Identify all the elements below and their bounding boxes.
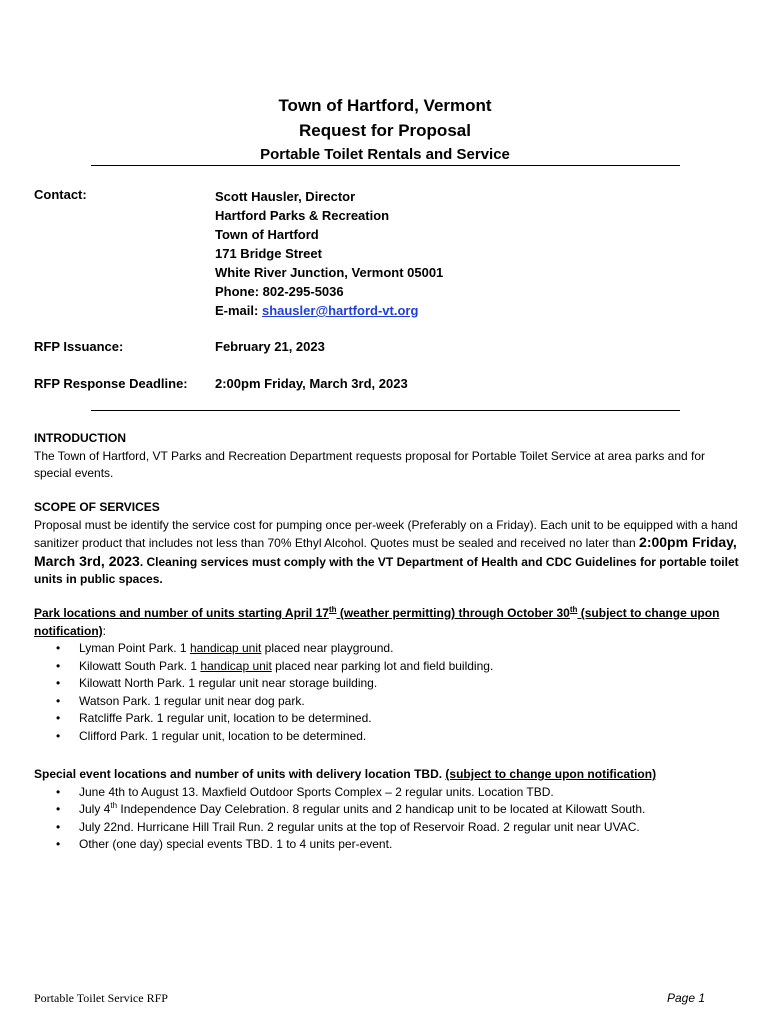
bullet-icon: •: [56, 711, 61, 725]
list-item: • Kilowatt North Park. 1 regular unit near storage building.: [34, 675, 739, 693]
bullet-icon: •: [56, 819, 61, 834]
scope-deadline: 2:00pm Friday, March 3rd, 2023: [34, 534, 737, 569]
bullet-icon: •: [56, 802, 61, 816]
bullet-icon: •: [56, 728, 61, 743]
scope-text: [34, 517, 739, 589]
issuance-label: RFP Issuance:: [34, 339, 124, 354]
contact-label: Contact:: [34, 187, 87, 202]
scope-section: [34, 499, 739, 589]
contact-name: Scott Hausler, Director: [215, 189, 356, 204]
contact-block: [215, 187, 443, 320]
bullet-icon: •: [56, 658, 61, 673]
contact-street: 171 Bridge Street: [215, 246, 322, 261]
contact-email-link[interactable]: shausler@hartford-vt.org: [261, 303, 419, 318]
list-item: • July 4th Independence Day Celebration. 8 regular units and 2 handicap unit to be located at Kilowatt South.: [34, 801, 739, 819]
bullet-icon: •: [56, 641, 61, 655]
document-title: Town of Hartford, Vermont: [278, 96, 492, 115]
bottom-divider: [91, 410, 680, 411]
parks-section: [34, 605, 739, 745]
parks-heading-b: (weather permitting) through October 30: [336, 606, 570, 620]
contact-dept: Hartford Parks & Recreation: [215, 208, 390, 223]
top-divider: [91, 165, 680, 166]
events-heading: Special event locations and number of units with delivery location TBD. (subject to change upon notification): [34, 767, 657, 781]
document-topic: Portable Toilet Rentals and Service: [260, 146, 510, 163]
list-item: • Lyman Point Park. 1 handicap unit placed near playground.: [34, 640, 739, 658]
contact-email-row: [215, 301, 443, 320]
footer-title: Portable Toilet Service RFP: [34, 991, 168, 1005]
list-item: • Clifford Park. 1 regular unit, location to be determined.: [34, 728, 739, 746]
events-section: [34, 766, 739, 854]
intro-text: The Town of Hartford, VT Parks and Recreation Department requests proposal for Portable Toilet Service at area parks and for special events.: [34, 448, 706, 480]
document-subtitle: Request for Proposal: [299, 121, 471, 140]
bullet-icon: •: [56, 693, 61, 708]
scope-text-1: Proposal must be identify the service cost for pumping once per-week (Preferably on a Friday). Each unit to be equipped with a hand sanitizer product that includes not less than 70% Ethyl Alcohol. Quotes must be sealed and received no later than: [34, 517, 738, 550]
intro-section: [34, 430, 739, 483]
list-item: • Ratcliffe Park. 1 regular unit, location to be determined.: [34, 710, 739, 728]
parks-heading-c: (subject to change upon notification): [34, 606, 720, 638]
contact-city: White River Junction, Vermont 05001: [215, 265, 444, 280]
contact-phone: Phone: 802-295-5036: [215, 284, 344, 299]
list-item: • Other (one day) special events TBD. 1 to 4 units per-event.: [34, 836, 739, 854]
parks-heading-a: Park locations and number of units starting April 17: [34, 606, 329, 620]
scope-text-2: . Cleaning services must comply with the VT Department of Health and CDC Guidelines for portable toilet units in public spaces.: [34, 554, 739, 586]
bullet-icon: •: [56, 837, 61, 851]
bullet-icon: •: [56, 676, 61, 690]
issuance-value: February 21, 2023: [215, 339, 325, 354]
list-item: • Kilowatt South Park. 1 handicap unit placed near parking lot and field building.: [34, 658, 739, 676]
list-item: • Watson Park. 1 regular unit near dog park.: [34, 693, 739, 711]
list-item: • July 22nd. Hurricane Hill Trail Run. 2 regular units at the top of Reservoir Road. 2 regular unit near UVAC.: [34, 819, 739, 837]
deadline-label: RFP Response Deadline:: [34, 376, 188, 391]
contact-email-label: E-mail:: [215, 303, 262, 318]
events-list: [34, 784, 739, 854]
scope-heading: SCOPE OF SERVICES: [34, 500, 160, 514]
list-item: • June 4th to August 13. Maxfield Outdoor Sports Complex – 2 regular units. Location TBD.: [34, 784, 739, 802]
bullet-icon: •: [56, 784, 61, 799]
parks-list: [34, 640, 739, 745]
contact-town: Town of Hartford: [215, 227, 319, 242]
parks-heading: Park locations and number of units starting April 17th (weather permitting) through October 30th (subject to change upon notification):: [34, 605, 720, 638]
intro-heading: INTRODUCTION: [34, 431, 126, 445]
deadline-value: 2:00pm Friday, March 3rd, 2023: [215, 376, 408, 391]
page-number: Page 1: [667, 991, 706, 1005]
